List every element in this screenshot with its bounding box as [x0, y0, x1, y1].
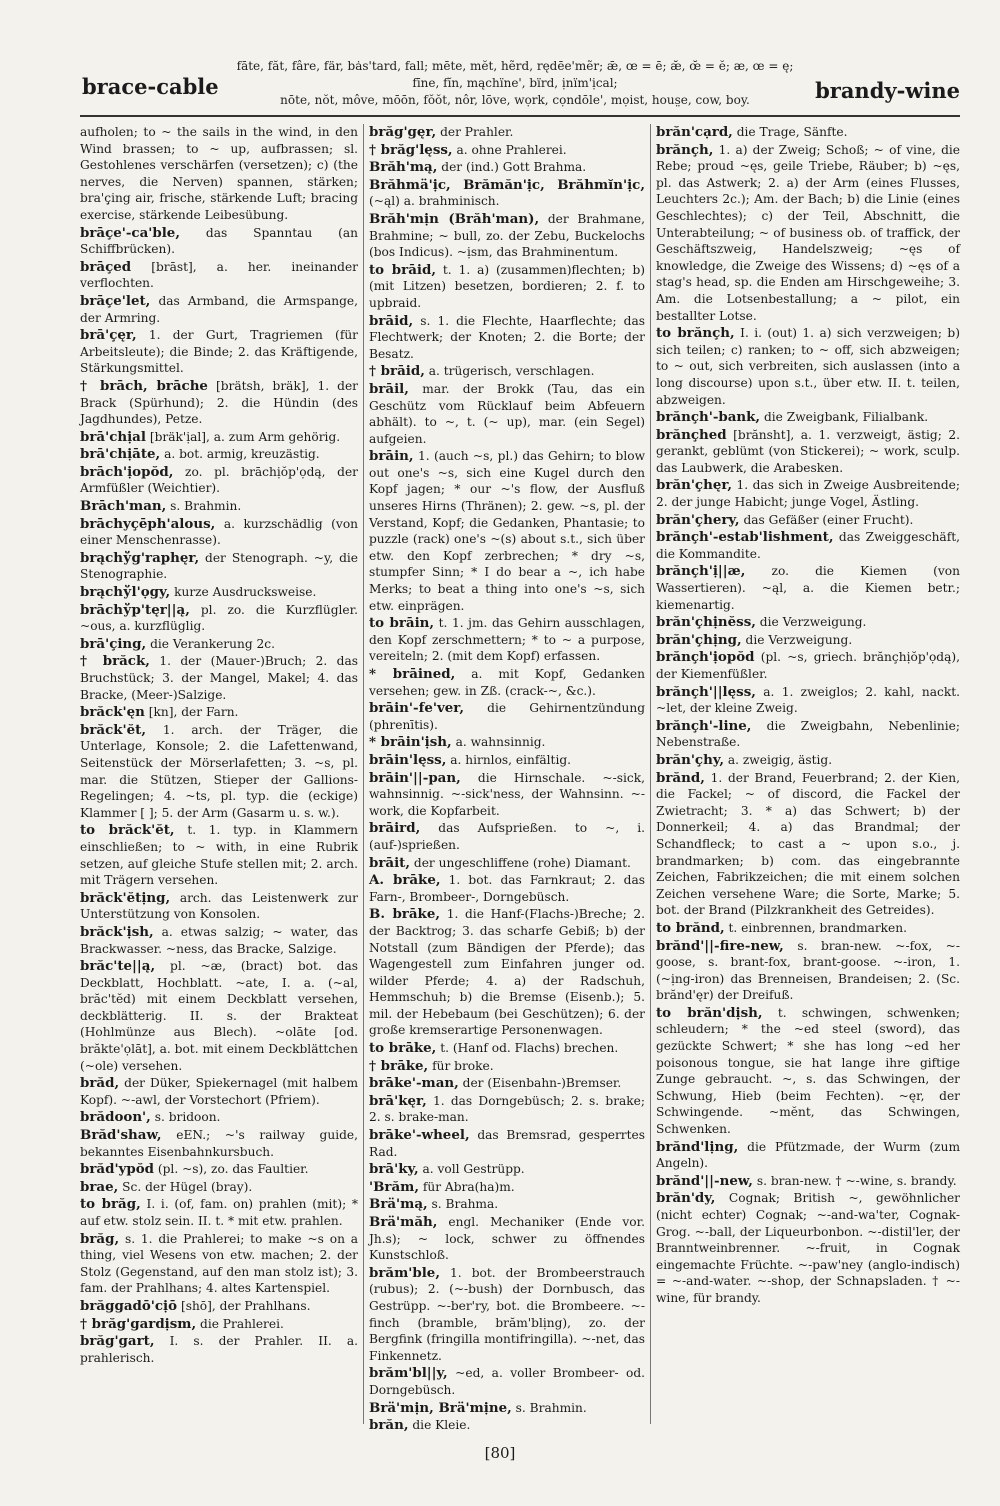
- entry-definition: s. 1. die Flechte, Haarflechte; das Flechtwerk; der Knoten; 2. die Borte; der Besatz.: [369, 313, 645, 361]
- entry-headword: brā'ky,: [369, 1161, 419, 1178]
- entry-headword: † brāke,: [369, 1057, 429, 1074]
- column-divider: [363, 124, 364, 1424]
- entry-definition: [brätsh, bräk], 1. der Brack (Spürhund); 2. die Hündin (des Jagdhundes), Petze.: [80, 378, 358, 427]
- entry-headword: brăn'dy,: [656, 1190, 716, 1207]
- dictionary-entry: [656, 938, 960, 1004]
- entry-headword: brănd'||-fire-new,: [656, 937, 784, 954]
- dictionary-entry: [656, 752, 960, 769]
- dictionary-entry: [80, 890, 358, 923]
- entry-definition: [brănsht], a. 1. verzweigt, ästig; 2. gerankt, geblümt (von Stickerei); ~ work, sculp. das Laubwerk, die Arabesken.: [656, 427, 960, 475]
- dictionary-entry: [369, 752, 645, 769]
- entry-headword: Brāch'man,: [80, 498, 167, 515]
- entry-definition: der ungeschliffene (rohe) Diamant.: [413, 855, 631, 870]
- dictionary-entry: [80, 378, 358, 428]
- entry-definition: 1. der Gurt, Tragriemen (für Arbeitsleute); die Binde; 2. das Kräftigende, Stärkungsmittel.: [80, 328, 358, 376]
- entry-headword: brănçh'-line,: [656, 717, 752, 734]
- entry-headword: brăck'ĕtịng,: [80, 889, 171, 906]
- entry-headword: brā'çęr,: [80, 327, 137, 344]
- entry-headword: to brăn'dịsh,: [656, 1004, 763, 1021]
- entry-definition: die Gehirnentzündung (phrenītis).: [369, 701, 645, 732]
- entry-definition: a. hirnlos, einfältig.: [450, 752, 572, 767]
- dictionary-entry: [80, 327, 358, 377]
- right-guideword: brandy-wine: [815, 78, 960, 103]
- dictionary-entry: [369, 1400, 645, 1417]
- entry-headword: brăn,: [369, 1417, 409, 1434]
- dictionary-entry: [656, 684, 960, 717]
- column-left: [80, 124, 358, 1424]
- header-rule: [80, 115, 960, 117]
- entry-headword: brā'kęr,: [369, 1092, 427, 1109]
- entry-headword: brāke'-wheel,: [369, 1127, 470, 1144]
- entry-headword: brănçh'-bank,: [656, 409, 761, 426]
- entry-headword: A. brāke,: [369, 872, 441, 889]
- entry-headword: brădoon',: [80, 1109, 151, 1126]
- dictionary-entry: [80, 225, 358, 258]
- entry-definition: für broke.: [432, 1058, 494, 1073]
- pronunciation-key-line: fāte, făt, fâre, fär, bȧs'tard, fall; mēte, mĕt, hẽrd, rędēe'mẽr; ǣ, œ = ē; æ̆, œ̆ = ĕ; æ, œ = ę;: [236, 59, 794, 73]
- entry-headword: brăn'çhery,: [656, 511, 740, 528]
- dictionary-entry: [656, 649, 960, 682]
- entry-definition: 1. der (Mauer-)Bruch; 2. das Bruchstück; 3. der Mangel, Makel; 4. das Bracke, (Meer-)Salzige.: [80, 654, 358, 702]
- dictionary-entry: [369, 855, 645, 872]
- entry-headword: brąchўl'ọgy,: [80, 584, 171, 601]
- entry-definition: 1. (auch ~s, pl.) das Gehirn; to blow out one's ~s, sich eine Kugel durch den Kopf jagen; * our ~'s flow, der Ausfluß unseres Hirns (Thränen); 2. gew. ~s, pl. der Verstand, Kopf; die Gedanken, Phantasie; to puzzle (rack) one's ~(s) about s.t., sich über etw. den Kopf zerbrechen; * dry ~s, stumpfer Sinn; * I do bear a ~, ich habe Merks; to beat a thing into one's ~s, sich etw. einprägen.: [369, 449, 646, 613]
- entry-definition: [kn], der Farn.: [148, 705, 239, 720]
- entry-headword: brăn'çhịng,: [656, 631, 742, 648]
- entry-headword: brănçh'ịopŏd: [656, 649, 755, 666]
- dictionary-entry: [80, 584, 358, 601]
- entry-definition: der (Eisenbahn-)Bremser.: [462, 1076, 622, 1091]
- entry-definition: s. Brahma.: [431, 1197, 499, 1212]
- entry-headword: brăc'te||ą,: [80, 958, 156, 975]
- dictionary-entry: [656, 512, 960, 529]
- entry-definition: das Zweiggeschäft, die Kommandite.: [656, 530, 960, 561]
- column-divider: [650, 124, 651, 1424]
- dictionary-entry: [656, 124, 960, 141]
- dictionary-entry: [369, 734, 645, 751]
- entry-headword: Brăd'shaw,: [80, 1127, 162, 1144]
- entry-definition: pl. ~æ, (bract) bot. das Deckblatt, Hochblatt. ~ate, I. a. (~al, brăc'tĕd) mit einem Deckblatt versehen, deckblätterig. II. s. der Brakteat (Hohlmünze aus Blech). ~olāte [od. brăkte'ọlāt], a. bot. mit einem Deckblättchen (~ole) versehen.: [80, 959, 358, 1073]
- entry-headword: to brāid,: [369, 261, 437, 278]
- entry-headword: brănçh'||lęss,: [656, 683, 756, 700]
- dictionary-entry: [80, 1075, 358, 1108]
- dictionary-entry: [656, 1005, 960, 1138]
- dictionary-entry: [80, 653, 358, 703]
- dictionary-entry: [369, 1365, 645, 1398]
- pronunciation-key-line: fīne, fĭn, mąchïne', bïrd, ịnïm'ịcal;: [412, 76, 618, 90]
- entry-headword: brāin,: [369, 448, 414, 465]
- entry-headword: brănçh'-estab'lishment,: [656, 529, 834, 546]
- entry-definition: pl. zo. die Kurzflügler. ~ous, a. kurzflüglig.: [80, 602, 358, 634]
- dictionary-entry: [369, 363, 645, 380]
- entry-headword: to brăck'ĕt,: [80, 822, 175, 839]
- entry-definition: (~ąl) a. brahminisch.: [369, 194, 500, 209]
- dictionary-entry: [656, 632, 960, 649]
- entry-definition: die Verankerung 2c.: [150, 636, 275, 651]
- entry-headword: brāid,: [369, 312, 414, 329]
- dictionary-entry: [80, 1109, 358, 1126]
- entry-headword: brănçh,: [656, 141, 714, 158]
- entry-headword: brăn'çhy,: [656, 751, 724, 768]
- entry-headword: brāin'||-pan,: [369, 769, 461, 786]
- entry-headword: brąchўg'raphęr,: [80, 549, 200, 566]
- dictionary-entry: [369, 666, 645, 699]
- entry-definition: der Stenograph. ~y, die Stenographie.: [80, 550, 359, 582]
- dictionary-entry: [369, 1040, 645, 1057]
- dictionary-entry: [656, 325, 960, 408]
- dictionary-entry: [80, 1196, 358, 1229]
- entry-definition: zo. pl. brāchịŏp'ọdą, der Armfüßler (Weichtier).: [80, 464, 358, 496]
- entry-definition: das Aufsprießen. to ~, i. (auf-)sprießen.: [369, 821, 645, 852]
- dictionary-entry: [80, 1298, 358, 1315]
- dictionary-entry: [369, 1127, 645, 1160]
- entry-headword: brāçed: [80, 258, 132, 275]
- entry-definition: s. Brahmin.: [170, 499, 242, 514]
- dictionary-entry: [369, 159, 645, 176]
- entry-headword: brăck'ĕt,: [80, 721, 146, 738]
- dictionary-entry: [80, 822, 358, 888]
- entry-definition: der (ind.) Gott Brahma.: [441, 160, 587, 175]
- entry-definition: t. 1. a) (zusammen)flechten; b) (mit Litzen) besetzen, bordieren; 2. f. to upbraid.: [369, 262, 645, 310]
- entry-definition: der Düker, Spiekernagel (mit halbem Kopf). ~-awl, der Vorstechort (Pfriem).: [80, 1076, 358, 1107]
- entry-headword: brāird,: [369, 820, 421, 837]
- entry-headword: to brăg,: [80, 1196, 141, 1213]
- entry-headword: Brăh'mą,: [369, 159, 438, 176]
- entry-definition: 1. bot. der Brombeerstrauch (rubus); 2. (~-bush) der Dornbusch, das Gestrüpp. ~-ber'ry, bot. die Brombeere. ~-finch (bramble, brăm'blịng), zo. der Bergfink (fringilla montifringilla). ~-net, das Finkennetz.: [369, 1265, 645, 1363]
- entry-headword: brā'chịal: [80, 428, 146, 445]
- dictionary-entry: [80, 446, 358, 463]
- pronunciation-key: [230, 58, 800, 109]
- dictionary-entry: [369, 1093, 645, 1126]
- dictionary-entry: [369, 1161, 645, 1178]
- entry-definition: s. bran-new. † ~-wine, s. brandy.: [756, 1173, 957, 1188]
- dictionary-entry: [80, 1179, 358, 1196]
- entry-definition: t. (Hanf od. Flachs) brechen.: [440, 1041, 619, 1056]
- entry-definition: a. etwas salzig; ~ water, das Brackwasser. ~ness, das Bracke, Salzige.: [80, 924, 359, 956]
- entry-definition: der Brahmane, Brahmine; ~ bull, zo. der Zebu, Buckelochs (bos Indicus). ~ịsm, das Brahminentum.: [369, 211, 646, 260]
- dictionary-entry: [656, 718, 960, 751]
- dictionary-entry: [656, 563, 960, 613]
- entry-headword: brănçhed: [656, 426, 727, 443]
- entry-definition: t. schwingen, schwenken; schleudern; * the ~ed steel (sword), das gezückte Schwert; * she has long ~ed her poisonous tongue, sie hat lange ihre giftige Zunge gebraucht. ~, s. das Schwingen, der Schwung, Hieb (beim Fechten). ~ęr, der Schwingende. ~mĕnt, das Schwingen, Schwenken.: [656, 1005, 960, 1137]
- dictionary-entry: [80, 293, 358, 326]
- entry-headword: brăck'ịsh,: [80, 923, 154, 940]
- entry-definition: arch. das Leistenwerk zur Unterstützung von Konsolen.: [80, 890, 358, 922]
- entry-definition: die Verzweigung.: [745, 632, 853, 647]
- entry-headword: † brăg'gardịsm,: [80, 1315, 197, 1332]
- entry-definition: s. bran-new. ~-fox, ~-goose, s. brant-fox, brant-goose. ~-iron, 1. (~ịng-iron) das Brenneisen, Brandeisen; 2. (Sc. brănd'ęr) der Dreifuß.: [656, 938, 961, 1003]
- entry-headword: Brä'mịn, Brä'mịne,: [369, 1399, 512, 1416]
- entry-definition: a. bot. armig, kreuzästig.: [164, 447, 320, 462]
- entry-definition: [bräk'ịal], a. zum Arm gehörig.: [149, 429, 341, 444]
- dictionary-entry: [80, 429, 358, 446]
- dictionary-entry: [369, 448, 645, 614]
- dictionary-entry: [656, 1173, 960, 1190]
- dictionary-entry: [80, 259, 358, 292]
- entry-definition: 1. das sich in Zweige Ausbreitende; 2. der junge Habicht; junge Vogel, Ästling.: [656, 478, 960, 510]
- entry-definition: 1. das Dorngebüsch; 2. s. brake; 2. s. brake-man.: [369, 1093, 645, 1125]
- entry-definition: a. zweigig, ästig.: [727, 752, 833, 767]
- entry-definition: a. voll Gestrüpp.: [422, 1162, 525, 1177]
- entry-headword: brăm'ble,: [369, 1264, 440, 1281]
- dictionary-entry: [80, 516, 358, 549]
- dictionary-entry: [369, 1265, 645, 1365]
- entry-headword: brăd'ypŏd: [80, 1161, 154, 1178]
- entry-headword: brā'çing,: [80, 635, 147, 652]
- entry-definition: [shō], der Prahlhans.: [180, 1298, 311, 1313]
- entry-definition: die Pfützmade, der Wurm (zum Angeln).: [656, 1139, 961, 1171]
- entry-headword: brăd,: [80, 1075, 120, 1092]
- entry-headword: brāke'-man,: [369, 1075, 459, 1092]
- dictionary-entry: [80, 1316, 358, 1333]
- dictionary-entry: [80, 124, 358, 224]
- dictionary-entry: [369, 1075, 645, 1092]
- entry-headword: brănd'lịng,: [656, 1138, 739, 1155]
- entry-headword: brăn'çhịnĕss,: [656, 614, 756, 631]
- entry-headword: to brănd,: [656, 919, 725, 936]
- entry-definition: a. wahnsinnig.: [455, 735, 546, 750]
- dictionary-entry: [369, 1179, 645, 1196]
- entry-headword: brăm'bl||y,: [369, 1365, 448, 1382]
- entry-definition: die Verzweigung.: [759, 615, 867, 630]
- dictionary-entry: [656, 427, 960, 477]
- entry-definition: Sc. der Hügel (bray).: [122, 1179, 253, 1194]
- entry-definition: 1. a) der Zweig; Schoß; ~ of vine, die Rebe; proud ~ęs, geile Triebe, Räuber; b) ~ęs, pl. das Astwerk; 2. a) der Arm (eines Flusses, Leuchters 2c.); Am. der Bach; b) die Linie (eines Geschlechtes); c) der Teil, Abschnitt, die Unterabteilung; ~ of business ob. of traffick, der Geschäftszweig, Handelszweig; ~ęs of knowledge, die Zweige des Wissens; d) ~ęs of a stag's head, sp. die Enden am Hirschgeweihe; 3. Am. die Lotsenbestallung; a ~ pilot, ein bestallter Lotse.: [656, 142, 961, 323]
- dictionary-entry: [369, 1196, 645, 1213]
- entry-definition: die Zweigbahn, Nebenlinie; Nebenstraße.: [656, 718, 960, 750]
- entry-headword: Brä'măh,: [369, 1214, 438, 1230]
- dictionary-entry: [656, 614, 960, 631]
- entry-headword: * brāined,: [369, 666, 456, 682]
- dictionary-entry: [369, 1417, 645, 1434]
- entry-headword: brănd,: [656, 769, 705, 786]
- entry-headword: brāin'-fe'ver,: [369, 700, 464, 717]
- entry-definition: s. bridoon.: [154, 1110, 221, 1125]
- column-middle: [369, 124, 646, 1434]
- dictionary-entry: [656, 529, 960, 562]
- entry-definition: ~ed, a. voller Brombeer- od. Dorngebüsch.: [369, 1366, 646, 1397]
- entry-definition: a. mit Kopf, Gedanken versehen; gew. in Zß. (crack-~, &c.).: [369, 667, 645, 698]
- dictionary-entry: [369, 1058, 645, 1075]
- dictionary-entry: [369, 820, 645, 853]
- entry-definition: das Spanntau (an Schiffbrücken).: [80, 225, 358, 257]
- entry-headword: brāçe'-ca'ble,: [80, 224, 180, 241]
- dictionary-entry: [656, 1190, 960, 1306]
- entry-headword: brănçh'ị||æ,: [656, 563, 746, 580]
- dictionary-entry: [80, 1231, 358, 1297]
- entry-headword: † brăck,: [80, 653, 150, 670]
- entry-definition: für Abra(ha)m.: [422, 1179, 515, 1194]
- entry-headword: Brä'mą,: [369, 1196, 428, 1213]
- dictionary-entry: [80, 498, 358, 515]
- dictionary-entry: [369, 177, 645, 210]
- dictionary-entry: [80, 704, 358, 721]
- dictionary-entry: [656, 770, 960, 919]
- entry-definition: die Prahlerei.: [200, 1316, 284, 1331]
- entry-headword: † brāid,: [369, 363, 425, 380]
- dictionary-entry: [80, 1161, 358, 1178]
- entry-definition: der Prahler.: [440, 125, 514, 139]
- dictionary-entry: [80, 550, 358, 583]
- entry-definition: t. 1. typ. in Klammern einschließen; to ~ with, in eine Rubrik setzen, auf gleiche Stufe stellen mit; 2. arch. mit Trägern versehen.: [80, 823, 358, 888]
- entry-definition: s. Brahmin.: [515, 1400, 587, 1415]
- page-number: [80]: [484, 1444, 516, 1462]
- entry-definition: s. 1. die Prahlerei; to make ~s on a thing, viel Wesens von etw. machen; 2. der Stolz (Gegenstand, auf den man stolz ist); 3. fam. der Prahlhans; 4. altes Kartenspiel.: [80, 1231, 359, 1296]
- entry-headword: brāch'ịopŏd,: [80, 463, 174, 480]
- entry-headword: † brāch, brāche: [80, 377, 208, 394]
- entry-headword: brăg'gęr,: [369, 124, 437, 140]
- entry-definition: [brāst], a. her. ineinander verflochten.: [80, 259, 359, 291]
- dictionary-entry: [80, 1333, 358, 1366]
- dictionary-entry: [656, 142, 960, 325]
- entry-definition: 1. die Hanf-(Flachs-)Breche; 2. der Backtrog; 3. das scharfe Gebiß; b) der Notstall (zum Bändigen der Pferde); das Wagengestell zum Einfahren junger od. wilder Pferde; 4. a) der Radschuh, Hemmschuh; b) die Bremse (Eisenb.); 5. mil. der Hebebaum (bei Geschützen); 6. der große kremserartige Personenwagen.: [369, 907, 645, 1038]
- dictionary-entry: [369, 770, 645, 820]
- entry-definition: 1. der Brand, Feuerbrand; 2. der Kien, die Fackel; ~ of discord, die Fackel der Zwietracht; 3. * a) das Schwert; b) der Donnerkeil; 4. a) das Brandmal; der Schandfleck; to cast a ~ upon s.o., j. brandmarken; b) com. das eingebrannte Zeichen, Fabrikzeichen; die mit einem solchen Zeichen versehene Ware; die Sorte, Marke; 5. bot. der Brand (Pilzkrankheit des Getreides).: [656, 770, 961, 918]
- entry-definition: die Zweigbank, Filialbank.: [763, 410, 929, 425]
- dictionary-entry: [369, 124, 645, 141]
- entry-headword: to brāin,: [369, 615, 435, 632]
- entry-definition: kurze Ausdrucksweise.: [174, 585, 317, 600]
- entry-headword: to brănçh,: [656, 325, 735, 342]
- entry-definition: das Armband, die Armspange, der Armring.: [80, 293, 358, 325]
- dictionary-entry: [80, 958, 358, 1074]
- entry-definition: a. 1. zweiglos; 2. kahl, nackt. ~let, der kleine Zweig.: [656, 684, 961, 716]
- entry-definition: die Kleie.: [412, 1418, 471, 1433]
- entry-headword: brăg,: [80, 1230, 120, 1247]
- entry-definition: eEN.; ~'s railway guide, bekanntes Eisenbahnkursbuch.: [80, 1128, 358, 1159]
- entry-headword: brāchyçēph'alous,: [80, 515, 216, 532]
- entry-definition: I. s. der Prahler. II. a. prahlerisch.: [80, 1334, 358, 1365]
- entry-definition: I. i. (of, fam. on) prahlen (mit); * auf etw. stolz sein. II. t. * mit etw. prahlen.: [80, 1197, 359, 1228]
- dictionary-entry: [369, 262, 645, 312]
- column-right: [656, 124, 960, 1424]
- dictionary-entry: [80, 636, 358, 653]
- entry-headword: Brăhmä'ịc, Brămăn'ịc, Brăhmĭn'ịc,: [369, 176, 645, 193]
- entry-definition: aufholen; to ~ the sails in the wind, in den Wind brassen; to ~ up, aufbrassen; sl. Gestohlenes verschärfen (versetzen); c) (the nerves, die Nerven) spannen, stärken; bra'ç̧ing air, frische, stärkende Luft; bracing exercise, stärkende Leibesübung.: [80, 125, 358, 222]
- dictionary-entry: [369, 1214, 645, 1264]
- entry-headword: Brăh'mịn (Brăh'man),: [369, 210, 540, 227]
- dictionary-entry: [369, 313, 645, 363]
- entry-headword: 'Brăm,: [369, 1178, 419, 1195]
- entry-headword: to brāke,: [369, 1040, 437, 1057]
- entry-definition: a. kurzschädlig (von einer Menschenrasse).: [80, 516, 358, 548]
- entry-headword: brāchўp'tęr||ą,: [80, 601, 190, 618]
- dictionary-entry: [656, 409, 960, 426]
- entry-definition: 1. arch. der Träger, die Unterlage, Konsole; 2. die Lafettenwand, Seitenstück der Mörserlafetten; 3. ~s, pl. mar. die Stützen, Stieper der Gallions-Regelingen; 4. ~ts, pl. typ. die (eckige) Klammer [ ]; 5. der Arm (Gasarm u. s. w.).: [80, 722, 358, 820]
- dictionary-entry: [369, 381, 645, 447]
- entry-headword: brăck'ęn: [80, 704, 145, 721]
- dictionary-entry: [80, 602, 358, 635]
- dictionary-entry: [656, 1139, 960, 1172]
- left-guideword: brace-cable: [82, 74, 219, 99]
- entry-headword: brăggadō'cịō: [80, 1297, 178, 1314]
- entry-headword: B. brāke,: [369, 906, 440, 923]
- entry-headword: † brăg'lęss,: [369, 141, 453, 158]
- entry-definition: 1. bot. das Farnkraut; 2. das Farn-, Brombeer-, Dorngebüsch.: [369, 873, 645, 904]
- dictionary-entry: [656, 920, 960, 937]
- entry-definition: die Trage, Sänfte.: [736, 125, 848, 139]
- entry-definition: t. 1. jm. das Gehirn ausschlagen, den Kopf zerschmettern; * to ~ a purpose, vereiteln; 2. (mit dem Kopf) erfassen.: [369, 616, 646, 664]
- dictionary-entry: [369, 700, 645, 733]
- entry-headword: brănd'||-new,: [656, 1172, 753, 1189]
- entry-definition: das Bremsrad, gesperrtes Rad.: [369, 1128, 645, 1159]
- pronunciation-key-line: nōte, nŏt, môve, mōōn, fŏŏt, nôr, lōve, wọrk, cọndōle', mọist, hous̤e, cow, boy.: [280, 93, 750, 107]
- entry-headword: brāil,: [369, 380, 409, 397]
- entry-definition: a. trügerisch, verschlagen.: [428, 364, 595, 379]
- entry-headword: brāin'lęss,: [369, 751, 447, 768]
- entry-headword: brae,: [80, 1178, 119, 1195]
- entry-headword: brăg'gart,: [80, 1333, 155, 1350]
- dictionary-entry: [80, 924, 358, 957]
- entry-definition: die Hirnschale. ~-sick, wahnsinnig. ~-sick'ness, der Wahnsinn. ~-work, die Kopfarbeit.: [369, 770, 645, 818]
- dictionary-entry: [369, 906, 645, 1039]
- entry-headword: brăn'çhęr,: [656, 477, 733, 494]
- dictionary-entry: [369, 142, 645, 159]
- entry-definition: (pl. ~s), zo. das Faultier.: [157, 1162, 309, 1177]
- entry-definition: t. einbrennen, brandmarken.: [728, 920, 907, 935]
- entry-headword: brā'chịāte,: [80, 446, 161, 463]
- entry-definition: Cognak; British ~, gewöhnlicher (nicht echter) Cognak; ~-and-wa'ter, Cognak-Grog. ~-ball, der Liqueurbonbon. ~-distil'ler, der Branntweinbrenner. ~-fruit, in Cognak eingemachte Früchte. ~-paw'ney (anglo-indisch) = ~-and-water. ~-shop, der Schnapsladen. † ~-wine, für brandy.: [656, 1191, 960, 1305]
- dictionary-entry: [80, 722, 358, 822]
- entry-definition: das Gefäßer (einer Frucht).: [743, 512, 914, 527]
- entry-headword: * brāin'ịsh,: [369, 734, 452, 751]
- entry-headword: brāçe'let,: [80, 292, 151, 309]
- dictionary-entry: [369, 872, 645, 905]
- entry-definition: zo. die Kiemen (von Wassertieren). ~ąl, a. die Kiemen betr.; kiemenartig.: [656, 564, 960, 612]
- entry-headword: brăn'cạrd,: [656, 124, 733, 140]
- entry-definition: mar. der Brokk (Tau, das ein Geschütz vom Rücklauf beim Abfeuern abhält). to ~, t. (~ up), mar. (ein Segel) aufgeien.: [369, 381, 645, 446]
- dictionary-entry: [80, 1127, 358, 1160]
- entry-definition: (pl. ~s, griech. brănçhịŏp'ọdą), der Kiemenfüßler.: [656, 650, 961, 681]
- dictionary-entry: [369, 615, 645, 665]
- entry-headword: brāit,: [369, 854, 411, 871]
- dictionary-entry: [369, 211, 645, 261]
- dictionary-entry: [656, 477, 960, 510]
- entry-definition: I. i. (out) 1. a) sich verzweigen; b) sich teilen; c) ranken; to ~ off, sich abzweigen; to ~ out, sich verbreiten, sich auslassen (into a long discourse) upon s.t., über etw. II. t. teilen, abzweigen.: [656, 326, 960, 407]
- dictionary-entry: [80, 464, 358, 497]
- entry-definition: engl. Mechaniker (Ende vor. Jh.s); ~ lock, schwer zu öffnendes Kunstschloß.: [369, 1215, 645, 1263]
- entry-definition: a. ohne Prahlerei.: [456, 142, 567, 157]
